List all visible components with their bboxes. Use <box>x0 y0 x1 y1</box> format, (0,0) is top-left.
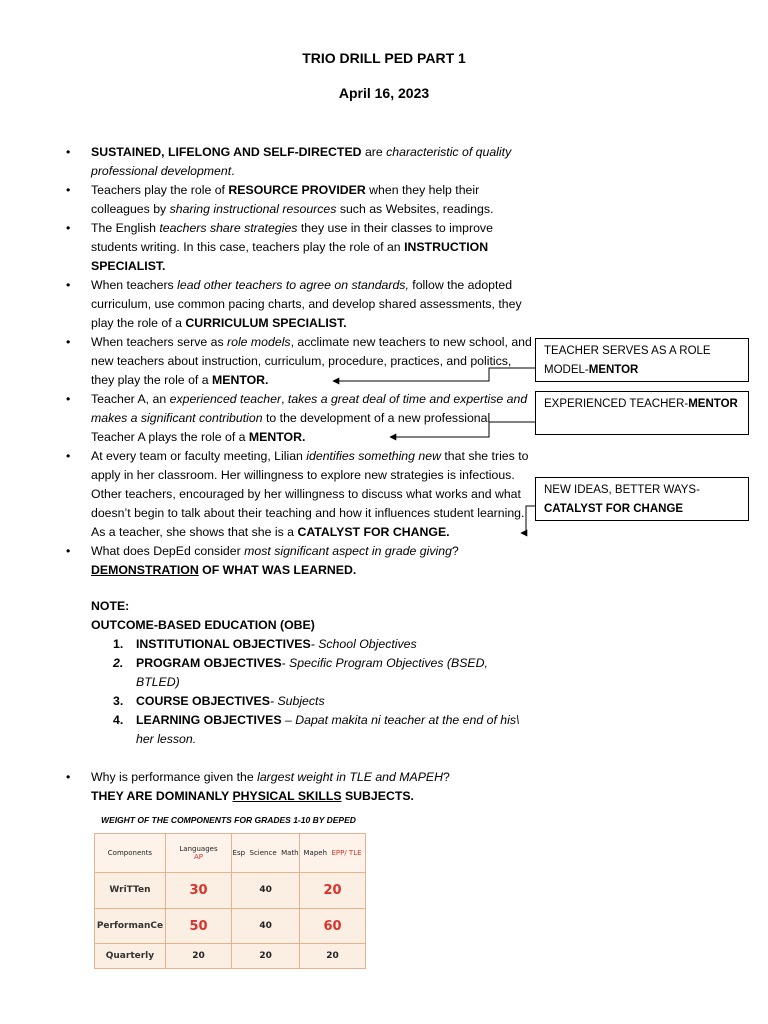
bullet-icon: • <box>66 449 71 463</box>
list-number: 4. <box>113 713 124 727</box>
list-number: 1. <box>113 637 124 651</box>
note-label: NOTE: <box>91 599 130 613</box>
header-group1 <box>165 834 231 873</box>
text: The English <box>91 221 160 235</box>
italic-text: lead other teachers to agree on standards, <box>177 278 409 292</box>
callout-text: NEW IDEAS, BETTER WAYS- <box>544 484 700 496</box>
callout-bold-text: CATALYST FOR CHANGE <box>544 503 684 515</box>
table-cell: 30 <box>165 873 231 909</box>
page-title: TRIO DRILL PED PART 1 <box>302 50 466 66</box>
row-label: PerformanCe <box>95 908 166 944</box>
header-esp: Esp <box>232 849 246 857</box>
arrow-icon <box>390 422 535 437</box>
text: ? <box>451 544 459 558</box>
bold-text: OF WHAT WAS LEARNED. <box>198 563 357 577</box>
row-label: WriTTen <box>95 873 166 909</box>
text: are <box>361 145 387 159</box>
bold-text: CURRICULUM SPECIALIST. <box>185 316 347 330</box>
table-cell: 40 <box>232 873 300 909</box>
header-languages: Languages <box>179 845 218 853</box>
bullet-icon: • <box>66 544 71 558</box>
italic-text: teachers share strategies <box>159 221 298 235</box>
header-group3 <box>300 834 366 873</box>
header-mapeh: Mapeh <box>303 849 328 857</box>
bullet-icon: • <box>66 392 71 406</box>
text: At every team or faculty meeting, Lilian <box>91 449 307 463</box>
italic-text: – Dapat makita ni teacher at the end of his\ her lesson. <box>136 713 520 746</box>
table-row <box>95 944 366 969</box>
italic-text: - Subjects <box>269 694 325 708</box>
italic-text: identifies something new <box>306 449 441 463</box>
text: What does DepEd consider <box>91 544 245 558</box>
italic-text: - School Objectives <box>310 637 417 651</box>
italic-text: characteristic of quality professional development <box>91 145 512 178</box>
bold-text: INSTITUTIONAL OBJECTIVES <box>136 637 311 651</box>
text: such as Websites, readings. <box>336 202 494 216</box>
bullet-icon: • <box>66 278 71 292</box>
italic-text: sharing instructional resources <box>169 202 337 216</box>
callout-bold-text: MENTOR <box>588 364 639 376</box>
table-cell: 20 <box>232 944 300 969</box>
page-date: April 16, 2023 <box>338 85 430 101</box>
table-header-row <box>95 834 366 873</box>
weights-table <box>94 833 366 969</box>
text: when they help their colleagues by <box>91 183 480 216</box>
bold-text: LEARNING OBJECTIVES <box>136 713 282 727</box>
table-row <box>95 873 366 909</box>
bold-text: MENTOR. <box>248 430 306 444</box>
bullet-icon: • <box>66 183 71 197</box>
table-cell: 50 <box>165 908 231 944</box>
text: to the development of a new professional Teacher A plays the role of a <box>91 411 491 444</box>
table-caption: WEIGHT OF THE COMPONENTS FOR GRADES 1-10 BY DEPED <box>101 815 356 825</box>
underlined-text: PHYSICAL SKILLS <box>232 789 342 803</box>
italic-text: role models <box>227 335 291 349</box>
table-cell: 20 <box>165 944 231 969</box>
bullet-icon: • <box>66 335 71 349</box>
bold-text: COURSE OBJECTIVES <box>136 694 270 708</box>
bold-text: SUBJECTS. <box>341 789 414 803</box>
arrow-icon <box>521 506 535 533</box>
list-number: 2. <box>113 656 124 670</box>
text: they use in their classes to improve students writing. In this case, teachers play the role of an <box>91 221 493 254</box>
note-heading: OUTCOME-BASED EDUCATION (OBE) <box>91 618 315 632</box>
italic-text: largest weight in TLE and MAPEH <box>257 770 444 784</box>
callout-bold-text: MENTOR <box>688 398 738 410</box>
italic-text: - Specific Program Objectives (BSED, BTLED) <box>136 656 488 689</box>
header-epp-tle: EPP/ TLE <box>331 849 362 857</box>
header-science: Science <box>249 849 277 857</box>
text: . <box>231 164 235 178</box>
underlined-text: DEMONSTRATION <box>91 563 199 577</box>
bullet-icon: • <box>66 145 71 159</box>
text: that she tries to apply in her classroom. Her willingness to explore new strategies is infectious. Other teachers, encouraged by her willingness to discuss what works and what doesn’t begin to talk about their teaching and how it influences student learning. As a teacher, she shows that she is a <box>91 449 529 539</box>
text: When teachers <box>91 278 178 292</box>
italic-text: takes a great deal of time and expertise and makes a significant contribution <box>91 392 528 425</box>
header-ap: AP <box>194 853 204 861</box>
table-cell: 40 <box>232 908 300 944</box>
italic-text: experienced teacher <box>169 392 282 406</box>
row-label: Quarterly <box>95 944 166 969</box>
header-group2 <box>232 834 300 873</box>
bold-text: RESOURCE PROVIDER <box>228 183 366 197</box>
arrow-icon <box>333 368 535 381</box>
bold-text: THEY ARE DOMINANLY <box>91 789 233 803</box>
callout-text: EXPERIENCED TEACHER- <box>544 398 689 410</box>
bullet-icon: • <box>66 221 71 235</box>
table-row <box>95 908 366 944</box>
table-cell: 60 <box>300 908 366 944</box>
list-number: 3. <box>113 694 124 708</box>
text: ? <box>443 770 450 784</box>
bullet-icon: • <box>66 770 71 784</box>
italic-text: most significant aspect in grade giving <box>244 544 452 558</box>
text: Why is performance given the <box>91 770 258 784</box>
table-cell: 20 <box>300 944 366 969</box>
text: , acclimate new teachers to new school, and new teachers about instruction, curriculum, procedure, practices, and politics, they play the role of a <box>91 335 532 387</box>
table-cell: 20 <box>300 873 366 909</box>
text: Teacher A, an <box>91 392 170 406</box>
text: follow the adopted curriculum, use common pacing charts, and develop shared assessments, they play the role of a <box>91 278 522 330</box>
bold-text: PROGRAM OBJECTIVES <box>136 656 282 670</box>
header-components: Components <box>95 834 166 873</box>
text: Teachers play the role of <box>91 183 229 197</box>
bold-text: CATALYST FOR CHANGE. <box>297 525 450 539</box>
callout-text: TEACHER SERVES AS A ROLE MODEL- <box>544 345 711 376</box>
text: When teachers serve as <box>91 335 228 349</box>
text: , <box>281 392 288 406</box>
bold-text: INSTRUCTION SPECIALIST. <box>91 240 489 273</box>
header-math: Math <box>281 849 299 857</box>
bold-text: MENTOR. <box>212 373 269 387</box>
bold-text: SUSTAINED, LIFELONG AND SELF-DIRECTED <box>91 145 362 159</box>
